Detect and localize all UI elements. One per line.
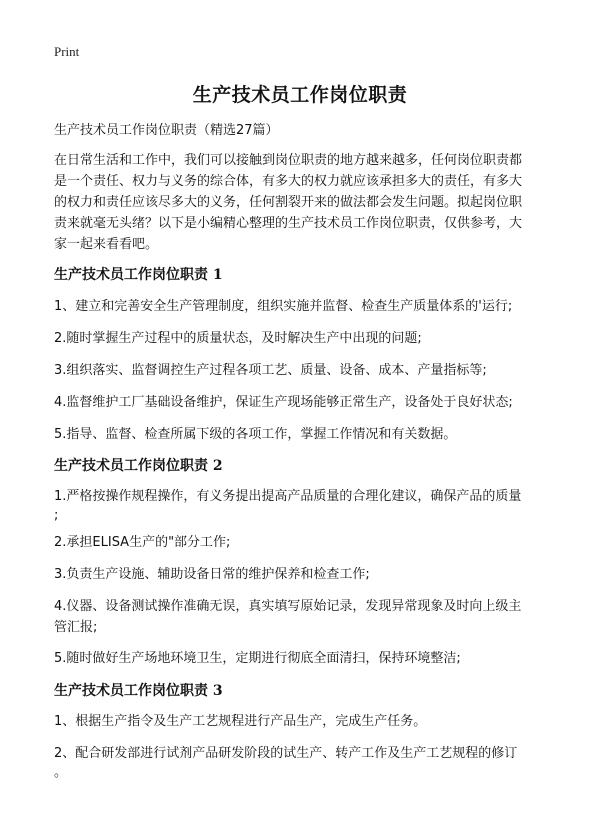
- list-item-continuation: ;: [54, 508, 59, 523]
- intro-line: 家一起来看看吧。: [54, 237, 159, 252]
- list-item: 4.监督维护工厂基础设备维护，保证生产现场能够正常生产，设备处于良好状态;: [54, 395, 513, 410]
- intro-line: 在日常生活和工作中，我们可以接触到岗位职责的地方越来越多，任何岗位职责都: [54, 153, 523, 168]
- list-item-continuation: 。: [54, 765, 68, 780]
- list-item: 2.承担ELISA生产的"部分工作;: [54, 535, 231, 550]
- list-item-continuation: 管汇报;: [54, 620, 98, 635]
- list-item: 3.负责生产设施、辅助设备日常的维护保养和检查工作;: [54, 567, 370, 582]
- list-item: 4.仪器、设备测试操作准确无误，真实填写原始记录，发现异常现象及时向上级主: [54, 599, 522, 614]
- section-heading: 生产技术员工作岗位职责 1: [54, 267, 223, 283]
- page-title: 生产技术员工作岗位职责: [192, 84, 408, 106]
- section-heading: 生产技术员工作岗位职责 3: [54, 683, 223, 699]
- list-item: 2、配合研发部进行试剂产品研发阶段的试生产、转产工作及生产工艺规程的修订: [54, 746, 518, 761]
- list-item: 1、建立和完善安全生产管理制度，组织实施并监督、检查生产质量体系的'运行;: [54, 299, 513, 314]
- intro-line: 是一个责任、权力与义务的综合体，有多大的权力就应该承担多大的责任，有多大: [54, 174, 523, 189]
- list-item: 2.随时掌握生产过程中的质量状态，及时解决生产中出现的问题;: [54, 331, 422, 346]
- document-subtitle: 生产技术员工作岗位职责（精选27篇）: [54, 123, 279, 138]
- list-item: 1.严格按操作规程操作，有义务提出提高产品质量的合理化建议，确保产品的质量: [54, 489, 522, 504]
- section-heading: 生产技术员工作岗位职责 2: [54, 458, 223, 474]
- intro-line: 的权力和责任应该尽多大的义务，任何割裂开来的做法都会发生问题。拟起岗位职: [54, 195, 523, 210]
- list-item: 1、根据生产指令及生产工艺规程进行产品生产，完成生产任务。: [54, 714, 427, 729]
- print-label: Print: [54, 44, 80, 59]
- list-item: 3.组织落实、监督调控生产过程各项工艺、质量、设备、成本、产量指标等;: [54, 363, 487, 378]
- list-item: 5.随时做好生产场地环境卫生，定期进行彻底全面清扫，保持环境整洁;: [54, 651, 461, 666]
- list-item: 5.指导、监督、检查所属下级的各项工作，掌握工作情况和有关数据。: [54, 427, 457, 442]
- intro-line: 责来就毫无头绪？以下是小编精心整理的生产技术员工作岗位职责，仅供参考，大: [54, 216, 523, 231]
